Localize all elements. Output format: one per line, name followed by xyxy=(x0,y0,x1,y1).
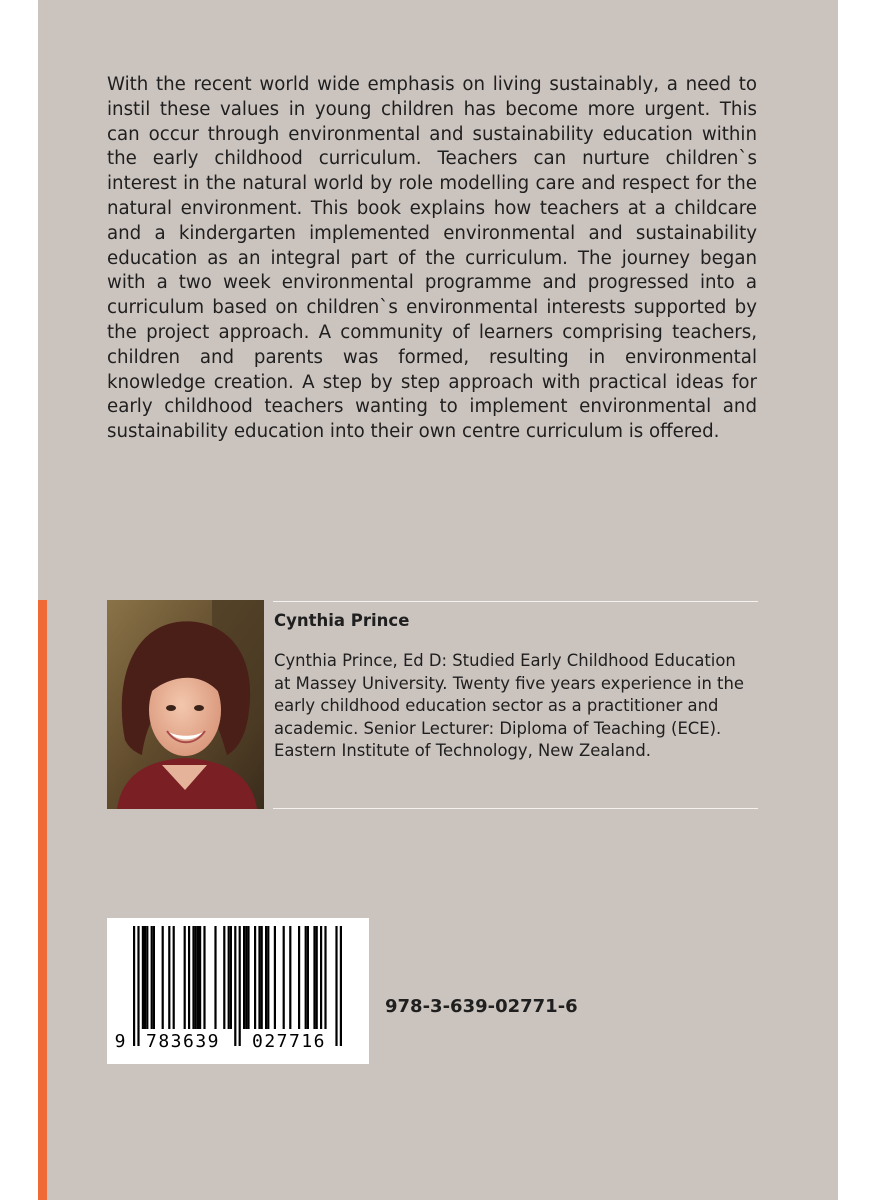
barcode-guard-bar xyxy=(133,926,135,1046)
barcode-bar xyxy=(142,926,144,1029)
barcode-digit-prefix: 9 xyxy=(114,1031,126,1052)
barcode-digits-right: 027716 xyxy=(251,1031,327,1052)
barcode-bar xyxy=(173,926,175,1029)
barcode-guard-bar xyxy=(137,926,139,1046)
barcode-bar xyxy=(267,926,269,1029)
barcode-bar xyxy=(144,926,146,1029)
barcode-bar xyxy=(230,926,232,1029)
barcode-bar xyxy=(168,926,170,1029)
barcode-bar xyxy=(197,926,199,1029)
barcode-bar xyxy=(188,926,190,1029)
barcode-bar xyxy=(195,926,197,1029)
barcode-bar xyxy=(324,926,326,1029)
barcode-bar xyxy=(223,926,225,1029)
barcode-bar xyxy=(245,926,247,1029)
barcode-bar xyxy=(184,926,186,1029)
barcode-bar xyxy=(261,926,263,1029)
author-bio: Cynthia Prince, Ed D: Studied Early Childhood Education at Massey University. Twenty five years experience in the early childhood education sector as a practitioner and academic. Senior Lecturer: Diploma of Teaching (ECE). Eastern Institute of Technology, New Zealand. xyxy=(274,651,744,760)
author-name: Cynthia Prince xyxy=(274,611,410,630)
barcode-bar xyxy=(243,926,245,1029)
barcode-bar xyxy=(316,926,318,1029)
barcode-bar xyxy=(274,926,276,1029)
barcode-bar xyxy=(289,926,291,1029)
barcode-bar xyxy=(258,926,260,1029)
barcode-bar xyxy=(162,926,164,1029)
barcode-bar xyxy=(265,926,267,1029)
book-description: With the recent world wide emphasis on living sustainably, a need to instil these values in young children has become more urgent. This can occur through environmental and sustainability education within the early childhood curriculum. Teachers can nurture children`s interest in the natural world by role modelling care and respect for the natural environment. This book explains how teachers at a childcare and a kindergarten implemented environmental and sustainability education as an integral part of the curriculum. The journey began with a two week environmental programme and progressed into a curriculum based on children`s environmental interests supported by the project approach. A community of learners comprising teachers, children and parents was formed, resulting in environmental knowledge creation. A step by step approach with practical ideas for early childhood teachers wanting to implement environmental and sustainability education into their own centre curriculum is offered. xyxy=(107,74,757,443)
barcode-guard-bar xyxy=(335,926,337,1046)
barcode-guard-bar xyxy=(239,926,241,1046)
barcode-bar xyxy=(254,926,256,1029)
barcode-bar xyxy=(214,926,216,1029)
barcode-guard-bar xyxy=(234,926,236,1046)
orange-accent-bar xyxy=(38,600,47,1200)
barcode-bar xyxy=(320,926,322,1029)
barcode-bar xyxy=(192,926,194,1029)
barcode-bar xyxy=(203,926,205,1029)
author-divider-top xyxy=(273,601,758,602)
barcode-bar xyxy=(298,926,300,1029)
barcode-bar xyxy=(313,926,315,1029)
barcode-bar xyxy=(146,926,148,1029)
barcode-bar xyxy=(228,926,230,1029)
isbn-number: 978-3-639-02771-6 xyxy=(385,996,578,1017)
author-photo xyxy=(107,600,264,809)
barcode-bar xyxy=(307,926,309,1029)
barcode-digits-left: 783639 xyxy=(145,1031,221,1052)
barcode-guard-bar xyxy=(340,926,342,1046)
author-divider-bottom xyxy=(273,808,758,809)
barcode-bar xyxy=(305,926,307,1029)
isbn-barcode xyxy=(107,918,369,1064)
barcode-bar xyxy=(283,926,285,1029)
barcode-bar xyxy=(247,926,249,1029)
barcode-bar xyxy=(199,926,201,1029)
barcode-bar xyxy=(153,926,155,1029)
barcode-bar xyxy=(151,926,153,1029)
